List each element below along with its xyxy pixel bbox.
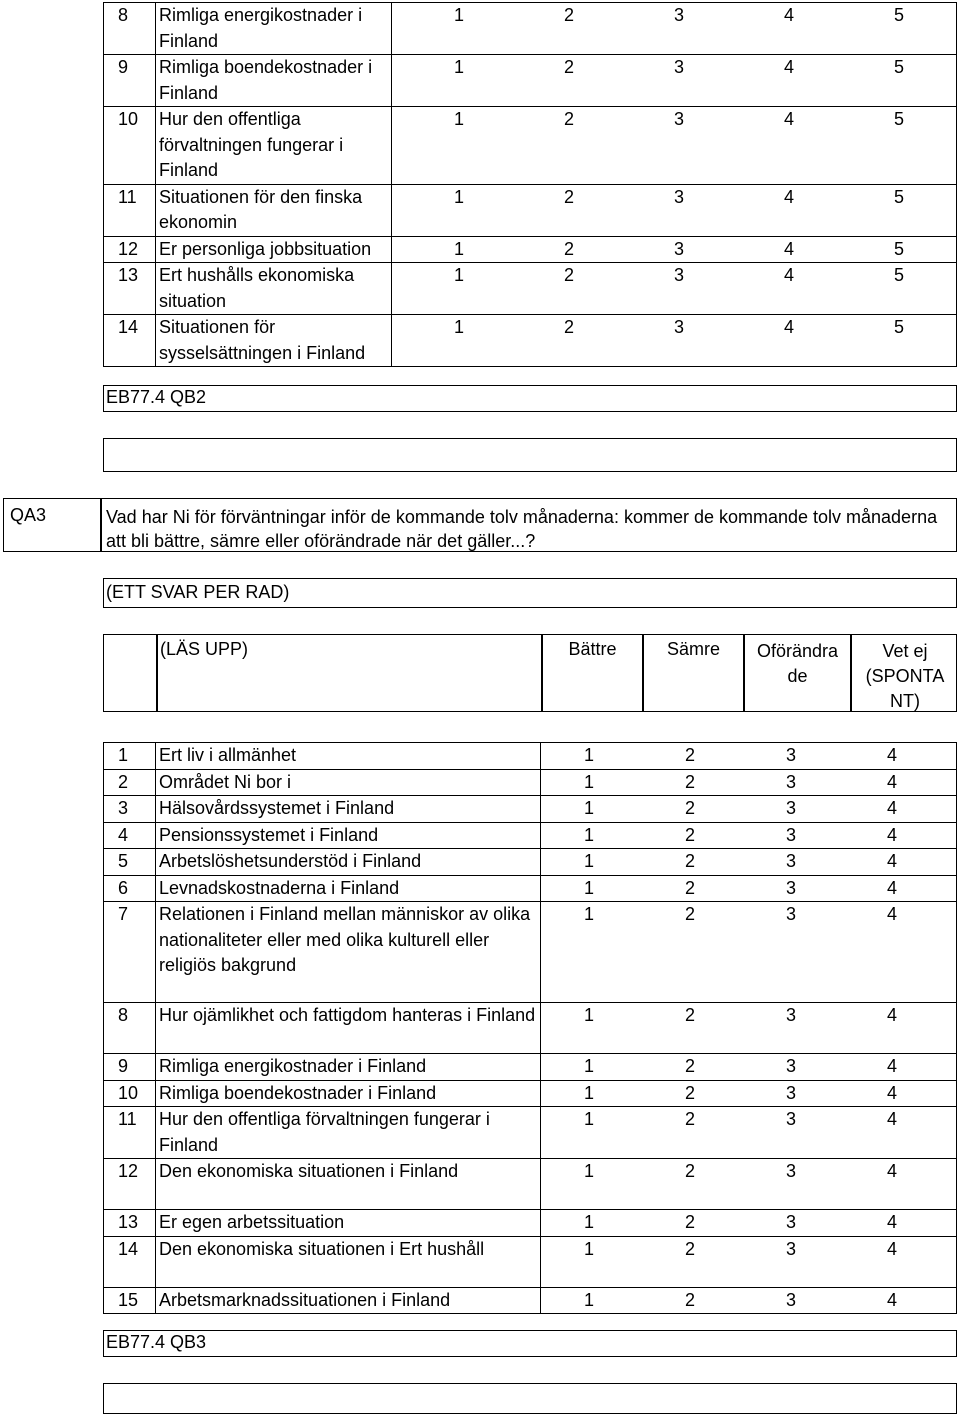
answer-code: 4: [783, 186, 794, 207]
instruction-text: (ETT SVAR PER RAD): [106, 582, 290, 602]
row-number: 2: [104, 769, 156, 796]
answer-code: 2: [684, 771, 695, 792]
answer-code: 4: [886, 904, 897, 924]
table-row: [104, 184, 957, 236]
row-number: 11: [104, 1107, 156, 1159]
answer-code: 4: [886, 745, 897, 765]
answer-scale: [541, 1107, 957, 1159]
answer-code: 4: [886, 1212, 897, 1232]
answer-code: 1: [583, 1005, 594, 1025]
answer-code: 2: [684, 1109, 695, 1129]
answer-code: 2: [563, 109, 574, 129]
answer-code: 2: [684, 824, 695, 845]
answer-scale: [541, 1054, 957, 1081]
table-row: [104, 3, 957, 55]
row-label: Rimliga boendekostnader i Finland: [156, 1080, 541, 1107]
answer-code: 4: [783, 238, 794, 259]
answer-scale: [541, 902, 957, 1003]
row-number: 12: [104, 1159, 156, 1210]
answer-scale: [541, 1003, 957, 1054]
row-number: 4: [104, 822, 156, 849]
row-number: 14: [104, 315, 156, 367]
answer-code: 3: [785, 745, 796, 765]
header-dontknow: Vet ej (SPONTA NT): [865, 641, 945, 711]
answer-code: 2: [563, 5, 574, 25]
answer-code: 5: [893, 186, 904, 207]
answer-code: 4: [886, 1109, 897, 1129]
table-row: [104, 236, 957, 263]
answer-code: 5: [893, 109, 904, 129]
answer-code: 1: [453, 186, 464, 207]
answer-code: 5: [893, 238, 904, 259]
answer-code: 3: [785, 798, 796, 818]
answer-code: 1: [453, 317, 464, 337]
answer-code: 3: [785, 1056, 796, 1076]
row-number: 8: [104, 1003, 156, 1054]
row-label: Rimliga boendekostnader i Finland: [156, 55, 392, 107]
row-number: 13: [104, 263, 156, 315]
answer-code: 4: [886, 798, 897, 818]
answer-scale: [541, 1080, 957, 1107]
question-code: QA3: [10, 505, 47, 525]
answer-code: 3: [785, 877, 796, 898]
answer-code: 1: [453, 5, 464, 25]
table-row: [104, 315, 957, 367]
answer-code: 3: [673, 265, 684, 285]
row-number: 5: [104, 849, 156, 876]
answer-code: 4: [783, 109, 794, 129]
answer-code: 3: [673, 317, 684, 337]
answer-scale: [392, 55, 957, 107]
column-header: [103, 634, 957, 712]
answer-code: 2: [684, 1056, 695, 1076]
table-row: [104, 1054, 957, 1081]
question-text: Vad har Ni för förväntningar inför de kommande tolv månaderna: kommer de kommande tolv månaderna att bli bättre, sämre eller oförändrade när det gäller...?: [106, 507, 938, 551]
row-number: 8: [104, 3, 156, 55]
answer-scale: [541, 743, 957, 770]
answer-scale: [541, 1159, 957, 1210]
answer-code: 3: [673, 238, 684, 259]
answer-code: 1: [583, 1289, 594, 1310]
row-number: 9: [104, 1054, 156, 1081]
answer-code: 3: [785, 771, 796, 792]
row-number: 11: [104, 184, 156, 236]
answer-code: 5: [893, 317, 904, 337]
answer-code: 3: [785, 1212, 796, 1232]
row-label: Den ekonomiska situationen i Finland: [156, 1159, 541, 1210]
row-number: 1: [104, 743, 156, 770]
note-box: [103, 1383, 957, 1414]
answer-code: 4: [886, 1238, 897, 1259]
answer-code: 2: [563, 317, 574, 337]
answer-code: 2: [684, 1005, 695, 1025]
answer-code: 1: [583, 851, 594, 871]
answer-code: 1: [583, 904, 594, 924]
answer-scale: [392, 263, 957, 315]
answer-code: 1: [453, 57, 464, 77]
row-number: 15: [104, 1287, 156, 1314]
reference-box-qb3: [103, 1330, 957, 1357]
row-number: 9: [104, 55, 156, 107]
answer-code: 2: [563, 238, 574, 259]
table-row: [104, 1107, 957, 1159]
answer-scale: [392, 3, 957, 55]
answer-code: 3: [785, 1238, 796, 1259]
row-number: 10: [104, 107, 156, 185]
row-label: Området Ni bor i: [156, 769, 541, 796]
answer-code: 4: [886, 1056, 897, 1076]
answer-code: 1: [453, 109, 464, 129]
answer-code: 3: [785, 824, 796, 845]
table-row: [104, 1287, 957, 1314]
answer-scale: [392, 107, 957, 185]
table-row: [104, 743, 957, 770]
row-number: 14: [104, 1236, 156, 1287]
table-row: [104, 55, 957, 107]
table-row: [104, 1080, 957, 1107]
answer-code: 3: [785, 851, 796, 871]
answer-code: 4: [886, 1082, 897, 1103]
answer-code: 3: [673, 57, 684, 77]
reference-label: EB77.4 QB3: [106, 1332, 207, 1352]
answer-code: 4: [886, 1005, 897, 1025]
answer-code: 4: [886, 851, 897, 871]
answer-code: 2: [684, 851, 695, 871]
answer-code: 2: [563, 265, 574, 285]
row-number: 13: [104, 1210, 156, 1237]
row-label: Rimliga energikostnader i Finland: [156, 3, 392, 55]
answer-code: 1: [453, 265, 464, 285]
answer-scale: [392, 315, 957, 367]
answer-code: 3: [785, 1109, 796, 1129]
answer-scale: [541, 875, 957, 902]
table-row: [104, 1159, 957, 1210]
row-label: Pensionssystemet i Finland: [156, 822, 541, 849]
table-row: [104, 902, 957, 1003]
answer-code: 5: [893, 5, 904, 25]
row-label: Ert hushålls ekonomiska situation: [156, 263, 392, 315]
answer-scale: [541, 769, 957, 796]
row-number: 3: [104, 796, 156, 823]
answer-code: 1: [583, 1161, 594, 1181]
row-label: Arbetsmarknadssituationen i Finland: [156, 1287, 541, 1314]
table-row: [104, 769, 957, 796]
table-row: [104, 822, 957, 849]
answer-code: 4: [783, 5, 794, 25]
row-label: Hälsovårdssystemet i Finland: [156, 796, 541, 823]
row-label: Er personliga jobbsituation: [156, 236, 392, 263]
answer-scale: [541, 796, 957, 823]
row-label: Relationen i Finland mellan människor av olika nationaliteter eller med olika kulturell eller religiös bakgrund: [156, 902, 541, 1003]
answer-code: 1: [583, 798, 594, 818]
answer-code: 3: [785, 1082, 796, 1103]
answer-code: 2: [563, 57, 574, 77]
answer-scale: [541, 1287, 957, 1314]
answer-code: 1: [583, 771, 594, 792]
answer-scale: [541, 1236, 957, 1287]
answer-code: 1: [583, 1238, 594, 1259]
table-row: [104, 875, 957, 902]
answer-code: 2: [684, 798, 695, 818]
row-number: 6: [104, 875, 156, 902]
qa3-table: [103, 742, 957, 1314]
table-row: [104, 1003, 957, 1054]
answer-code: 3: [673, 109, 684, 129]
answer-code: 3: [785, 1005, 796, 1025]
table-row: [104, 107, 957, 185]
answer-code: 3: [785, 904, 796, 924]
qb2-table: [103, 2, 957, 367]
answer-code: 4: [886, 771, 897, 792]
answer-code: 2: [684, 877, 695, 898]
answer-code: 2: [684, 745, 695, 765]
answer-code: 4: [886, 1161, 897, 1181]
answer-scale: [541, 822, 957, 849]
answer-code: 4: [783, 317, 794, 337]
header-unchanged: Oförändra de: [756, 641, 839, 686]
answer-code: 1: [583, 1109, 594, 1129]
instruction-box: [103, 578, 957, 608]
answer-code: 1: [583, 824, 594, 845]
answer-code: 1: [583, 1082, 594, 1103]
answer-code: 4: [886, 824, 897, 845]
row-label: Hur den offentliga förvaltningen fungerar i Finland: [156, 1107, 541, 1159]
header-worse: Sämre: [666, 639, 720, 659]
table-row: [104, 1236, 957, 1287]
answer-code: 3: [673, 5, 684, 25]
row-label: Hur den offentliga förvaltningen fungerar i Finland: [156, 107, 392, 185]
answer-code: 5: [893, 265, 904, 285]
answer-code: 3: [785, 1289, 796, 1310]
row-label: Ert liv i allmänhet: [156, 743, 541, 770]
reference-box-qb2: [103, 385, 957, 412]
answer-code: 2: [684, 1161, 695, 1181]
row-label: Arbetslöshetsunderstöd i Finland: [156, 849, 541, 876]
header-read-out: (LÄS UPP): [160, 639, 249, 659]
answer-code: 3: [673, 186, 684, 207]
reference-label: EB77.4 QB2: [106, 387, 207, 407]
answer-code: 2: [684, 1212, 695, 1232]
answer-code: 4: [783, 265, 794, 285]
answer-code: 3: [785, 1161, 796, 1181]
answer-scale: [541, 1210, 957, 1237]
table-row: [104, 1210, 957, 1237]
row-label: Situationen för den finska ekonomin: [156, 184, 392, 236]
answer-code: 2: [684, 904, 695, 924]
row-label: Levnadskostnaderna i Finland: [156, 875, 541, 902]
table-row: [104, 849, 957, 876]
row-number: 7: [104, 902, 156, 1003]
table-row: [104, 796, 957, 823]
answer-scale: [541, 849, 957, 876]
row-number: 12: [104, 236, 156, 263]
answer-code: 1: [453, 238, 464, 259]
row-number: 10: [104, 1080, 156, 1107]
answer-code: 1: [583, 745, 594, 765]
question-code-box: [3, 498, 101, 552]
row-label: Er egen arbetssituation: [156, 1210, 541, 1237]
answer-code: 1: [583, 1056, 594, 1076]
question-text-box: [101, 498, 957, 552]
answer-code: 2: [563, 186, 574, 207]
row-label: Den ekonomiska situationen i Ert hushåll: [156, 1236, 541, 1287]
answer-code: 1: [583, 1212, 594, 1232]
answer-code: 1: [583, 877, 594, 898]
answer-code: 2: [684, 1238, 695, 1259]
answer-code: 2: [684, 1082, 695, 1103]
answer-code: 4: [886, 1289, 897, 1310]
table-row: [104, 263, 957, 315]
row-label: Situationen för sysselsättningen i Finland: [156, 315, 392, 367]
answer-scale: [392, 236, 957, 263]
answer-scale: [392, 184, 957, 236]
row-label: Rimliga energikostnader i Finland: [156, 1054, 541, 1081]
answer-code: 2: [684, 1289, 695, 1310]
answer-code: 4: [783, 57, 794, 77]
row-label: Hur ojämlikhet och fattigdom hanteras i Finland: [156, 1003, 541, 1054]
answer-code: 4: [886, 877, 897, 898]
note-box: [103, 438, 957, 472]
answer-code: 5: [893, 57, 904, 77]
header-better: Bättre: [568, 639, 617, 659]
